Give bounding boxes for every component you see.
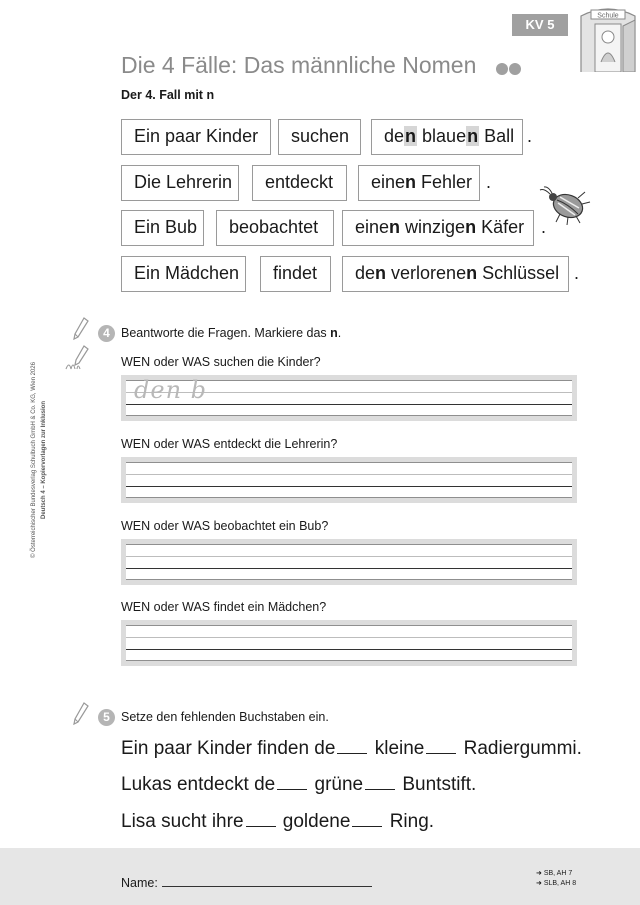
guide-line: [126, 544, 572, 545]
reference-item: ➜ SB, AH 7: [536, 870, 573, 877]
school-door-illustration: [577, 2, 639, 72]
references: [536, 869, 576, 889]
guide-line: [126, 415, 572, 416]
fill-in-sentence: [121, 773, 476, 796]
word-part: eine: [355, 217, 390, 237]
guide-line: [126, 660, 572, 661]
word-part: n: [389, 217, 401, 237]
word-part: n: [375, 263, 387, 283]
word-part: Ein Bub: [134, 217, 198, 237]
word-box: [371, 119, 523, 155]
name-label: Name:: [121, 876, 158, 890]
pencil-icon: [72, 702, 90, 726]
sentence-part: Lisa sucht ihre: [121, 811, 244, 832]
base-line: [126, 568, 572, 569]
guide-line: [126, 474, 572, 475]
word-part: verlorene: [386, 263, 467, 283]
question-text: WEN oder WAS entdeckt die Lehrerin?: [121, 437, 338, 451]
word-part: entdeckt: [265, 172, 334, 192]
task-number-5: 5: [98, 709, 115, 726]
task5-instruction: Setze den fehlenden Buchstaben ein.: [121, 710, 329, 724]
word-part: n: [467, 126, 479, 146]
word-part: beobachtet: [229, 217, 319, 237]
base-line: [126, 404, 572, 405]
task4-instruction: [121, 326, 341, 340]
sentence-period: .: [541, 217, 547, 237]
word-part: suchen: [291, 126, 350, 146]
word-part: eine: [371, 172, 406, 192]
hand-writing-icon: [64, 345, 94, 373]
difficulty-dots: [496, 62, 522, 80]
letter-blank[interactable]: [352, 810, 382, 827]
fill-in-sentence: [121, 737, 582, 760]
answer-writing-lines[interactable]: [121, 620, 577, 666]
word-part: de: [384, 126, 405, 146]
answer-writing-lines[interactable]: [121, 457, 577, 503]
question-text: WEN oder WAS beobachtet ein Bub?: [121, 519, 329, 533]
word-box: [252, 165, 347, 201]
sentence-period: .: [486, 172, 492, 192]
letter-blank[interactable]: [246, 810, 276, 827]
word-box: [121, 119, 271, 155]
difficulty-dot: [496, 63, 508, 75]
word-box: [260, 256, 331, 292]
answer-writing-lines[interactable]: [121, 375, 577, 421]
question-text: WEN oder WAS suchen die Kinder?: [121, 355, 321, 369]
word-part: Ein Mädchen: [134, 263, 240, 283]
guide-line: [126, 556, 572, 557]
word-box: [121, 210, 204, 246]
task4-instruction-text: Beantworte die Fragen. Markiere das: [121, 326, 331, 340]
writing-area[interactable]: [126, 376, 572, 416]
sentence-part: Ein paar Kinder finden de: [121, 738, 336, 759]
worksheet-tab: KV 5: [512, 14, 568, 36]
example-answer: den b: [134, 376, 208, 404]
letter-blank[interactable]: [426, 737, 456, 754]
word-part: blaue: [417, 126, 467, 146]
guide-line: [126, 462, 572, 463]
word-part: Ein paar Kinder: [134, 126, 259, 146]
question-text: WEN oder WAS findet ein Mädchen?: [121, 600, 327, 614]
word-part: n: [405, 172, 417, 192]
reference-text: SB, AH 7: [543, 870, 573, 877]
word-part: Die Lehrerin: [134, 172, 233, 192]
page-title: Die 4 Fälle: Das männliche Nomen: [121, 52, 477, 78]
word-box: [358, 165, 480, 201]
sentence-part: Lukas entdeckt de: [121, 774, 276, 795]
word-part: n: [466, 263, 478, 283]
subtitle-letter: n: [206, 88, 215, 102]
letter-blank[interactable]: [365, 773, 395, 790]
word-box: [342, 256, 569, 292]
task-number-4: 4: [98, 325, 115, 342]
sentence-part: kleine: [369, 738, 425, 759]
writing-area[interactable]: [126, 625, 572, 661]
guide-line: [126, 579, 572, 580]
word-box: [121, 256, 246, 292]
sentence-part: goldene: [277, 811, 351, 832]
writing-area[interactable]: [126, 462, 572, 498]
word-part: findet: [273, 263, 318, 283]
base-line: [126, 649, 572, 650]
word-part: n: [405, 126, 417, 146]
subtitle: [121, 88, 214, 102]
letter-blank[interactable]: [277, 773, 307, 790]
word-part: Schlüssel: [477, 263, 560, 283]
answer-writing-lines[interactable]: [121, 539, 577, 585]
difficulty-dot: [509, 63, 521, 75]
task4-instruction-letter: n: [330, 326, 338, 340]
guide-line: [126, 625, 572, 626]
base-line: [126, 486, 572, 487]
book-title-text: Deutsch 4 – Kopiervorlagen zur Inklusion: [41, 400, 47, 520]
subtitle-text: Der 4. Fall mit: [121, 88, 207, 102]
sentence-part: Ring.: [384, 811, 435, 832]
guide-line: [126, 637, 572, 638]
sentence-part: grüne: [309, 774, 364, 795]
letter-blank[interactable]: [337, 737, 367, 754]
word-part: de: [355, 263, 376, 283]
word-box: [216, 210, 334, 246]
sentence-part: Radiergummi.: [458, 738, 582, 759]
reference-item: ➜ SLB, AH 8: [536, 880, 577, 887]
task4-instruction-end: .: [337, 326, 342, 340]
sentence-part: Buntstift.: [397, 774, 477, 795]
word-part: winzige: [400, 217, 466, 237]
guide-line: [126, 497, 572, 498]
word-box: [278, 119, 361, 155]
name-input-line[interactable]: [162, 886, 372, 887]
word-box: [121, 165, 239, 201]
writing-area[interactable]: [126, 544, 572, 580]
fill-in-sentence: [121, 810, 434, 833]
beetle-illustration: [538, 186, 594, 226]
sentence-period: .: [574, 263, 580, 283]
word-part: Fehler: [416, 172, 473, 192]
word-part: Käfer: [476, 217, 525, 237]
reference-text: SLB, AH 8: [543, 880, 577, 887]
copyright-text: © Österreichischer Bundesverlag Schulbuch GmbH & Co. KG, Wien 2026: [31, 362, 37, 558]
word-box: [342, 210, 534, 246]
word-part: n: [465, 217, 477, 237]
sentence-period: .: [527, 126, 533, 146]
word-part: Ball: [479, 126, 515, 146]
pencil-icon: [72, 317, 90, 341]
school-sign-text: Schule: [597, 12, 619, 20]
